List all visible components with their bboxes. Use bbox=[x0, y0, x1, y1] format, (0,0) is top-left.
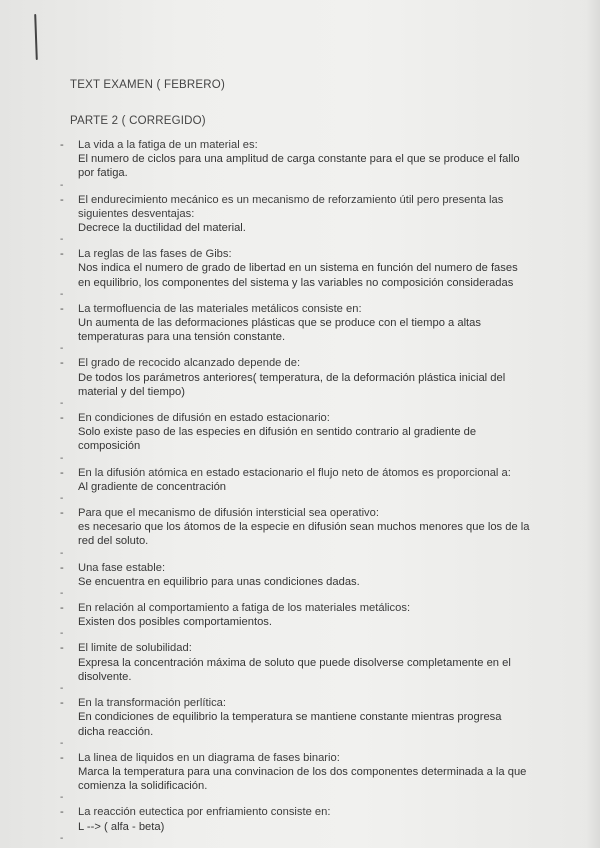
question-item bbox=[60, 411, 530, 454]
separator-dash-glyph: - bbox=[60, 398, 64, 410]
bullet-dash: - bbox=[60, 193, 64, 206]
question-text: El limite de solubilidad: bbox=[78, 642, 192, 655]
bullet-dash: - bbox=[60, 507, 64, 520]
separator-dash bbox=[60, 495, 530, 504]
separator-dash-glyph: - bbox=[60, 792, 64, 804]
page-edge-shadow bbox=[586, 0, 600, 848]
document-subtitle: PARTE 2 ( CORREGIDO) bbox=[70, 115, 206, 127]
separator-dash bbox=[60, 400, 530, 409]
bullet-dash: - bbox=[60, 302, 64, 315]
question-list bbox=[60, 138, 530, 846]
separator-dash-glyph: - bbox=[60, 343, 64, 355]
question-text: La linea de liquidos en un diagrama de fases binario: bbox=[78, 751, 340, 764]
separator-dash bbox=[60, 630, 530, 639]
pen-mark bbox=[34, 14, 38, 60]
separator-dash bbox=[60, 737, 530, 749]
separator-dash-glyph: - bbox=[60, 547, 64, 559]
answer-text: Marca la temperatura para una convinacion de los dos componentes determinada a la que comienza la solidificación. bbox=[78, 765, 527, 793]
bullet-dash: - bbox=[60, 139, 64, 151]
answer-text: De todos los parámetros anteriores( temperatura, de la deformación plástica inicial del material y del tiempo) bbox=[78, 371, 506, 398]
bullet-dash: - bbox=[60, 248, 64, 261]
question-text: En condiciones de difusión en estado estacionario: bbox=[78, 412, 330, 425]
separator-dash-glyph: - bbox=[60, 234, 64, 246]
bullet-dash: - bbox=[60, 602, 64, 615]
answer-text: Un aumenta de las deformaciones plásticas que se produce con el tiempo a altas temperaturas para una tensión constante. bbox=[78, 317, 481, 344]
separator-dash-glyph: - bbox=[60, 683, 64, 695]
question-item bbox=[60, 356, 530, 399]
question-text: La vida a la fatiga de un material es: bbox=[78, 139, 258, 151]
question-item bbox=[60, 561, 530, 589]
question-text: En la difusión atómica en estado estacionario el flujo neto de átomos es proporcional a: bbox=[78, 466, 511, 479]
document-title: TEXT EXAMEN ( FEBRERO) bbox=[70, 79, 225, 91]
bullet-dash: - bbox=[60, 561, 64, 574]
question-text: La reglas de las fases de Gibs: bbox=[78, 248, 232, 261]
separator-dash bbox=[60, 547, 530, 559]
question-text: Para que el mecanismo de difusión intersticial sea operativo: bbox=[78, 507, 379, 520]
answer-text: Nos indica el numero de grado de libertad en un sistema en función del numero de fases en equilibrio, los componentes del sistema y las variables no composición consideradas bbox=[78, 262, 518, 289]
separator-dash-glyph: - bbox=[60, 628, 64, 640]
separator-dash bbox=[60, 288, 530, 300]
question-item bbox=[60, 466, 530, 494]
question-item bbox=[60, 641, 530, 684]
question-item bbox=[60, 138, 530, 181]
answer-text: L --> ( alfa - beta) bbox=[78, 820, 165, 833]
question-item bbox=[60, 302, 530, 345]
bullet-dash: - bbox=[60, 642, 64, 655]
question-item bbox=[60, 601, 530, 629]
bullet-dash: - bbox=[60, 357, 64, 370]
separator-dash bbox=[60, 345, 530, 354]
question-item bbox=[60, 247, 530, 290]
separator-dash bbox=[60, 685, 530, 694]
separator-dash-glyph: - bbox=[60, 179, 64, 191]
question-text: Una fase estable: bbox=[78, 561, 166, 574]
question-text: La termofluencia de las materiales metálicos consiste en: bbox=[78, 302, 362, 315]
question-text: El endurecimiento mecánico es un mecanismo de reforzamiento útil pero presenta las siguientes desventajas: bbox=[78, 193, 504, 220]
answer-text: Al gradiente de concentración bbox=[78, 480, 227, 493]
question-item bbox=[60, 696, 530, 739]
separator-dash bbox=[60, 794, 530, 803]
separator-dash bbox=[60, 236, 530, 245]
bullet-dash: - bbox=[60, 697, 64, 710]
bullet-dash: - bbox=[60, 751, 64, 764]
question-text: En relación al comportamiento a fatiga de los materiales metálicos: bbox=[78, 602, 411, 615]
answer-text: El numero de ciclos para una amplitud de carga constante para el que se produce el fallo por fatiga. bbox=[78, 153, 520, 180]
question-item bbox=[60, 751, 530, 794]
question-text: El grado de recocido alcanzado depende de: bbox=[78, 357, 301, 370]
question-text: La reacción eutectica por enfriamiento consiste en: bbox=[78, 806, 331, 819]
question-item bbox=[60, 805, 530, 833]
separator-dash bbox=[60, 179, 530, 191]
answer-text: Existen dos posibles comportamientos. bbox=[78, 616, 273, 629]
separator-dash-glyph: - bbox=[60, 452, 64, 464]
bullet-dash: - bbox=[60, 466, 64, 479]
separator-dash bbox=[60, 832, 530, 844]
question-text: En la transformación perlítica: bbox=[78, 697, 226, 710]
bullet-dash: - bbox=[60, 806, 64, 819]
answer-text: En condiciones de equilibrio la temperatura se mantiene constante mientras progresa dicha reacción. bbox=[78, 711, 502, 738]
separator-dash-glyph: - bbox=[60, 493, 64, 505]
answer-text: Solo existe paso de las especies en difusión en sentido contrario al gradiente de composición bbox=[78, 426, 477, 453]
separator-dash bbox=[60, 590, 530, 599]
separator-dash-glyph: - bbox=[60, 737, 64, 749]
answer-text: Se encuentra en equilibrio para unas condiciones dadas. bbox=[78, 575, 360, 588]
separator-dash bbox=[60, 452, 530, 464]
answer-text: es necesario que los átomos de la especie en difusión sean muchos menores que los de la red del soluto. bbox=[78, 521, 530, 548]
separator-dash-glyph: - bbox=[60, 588, 64, 600]
separator-dash-glyph: - bbox=[60, 288, 64, 300]
bullet-dash: - bbox=[60, 412, 64, 425]
answer-text: Expresa la concentración máxima de soluto que puede disolverse completamente en el disolvente. bbox=[78, 656, 511, 683]
question-item bbox=[60, 193, 530, 236]
question-item bbox=[60, 506, 530, 549]
answer-text: Decrece la ductilidad del material. bbox=[78, 222, 246, 235]
separator-dash-glyph: - bbox=[60, 832, 64, 844]
